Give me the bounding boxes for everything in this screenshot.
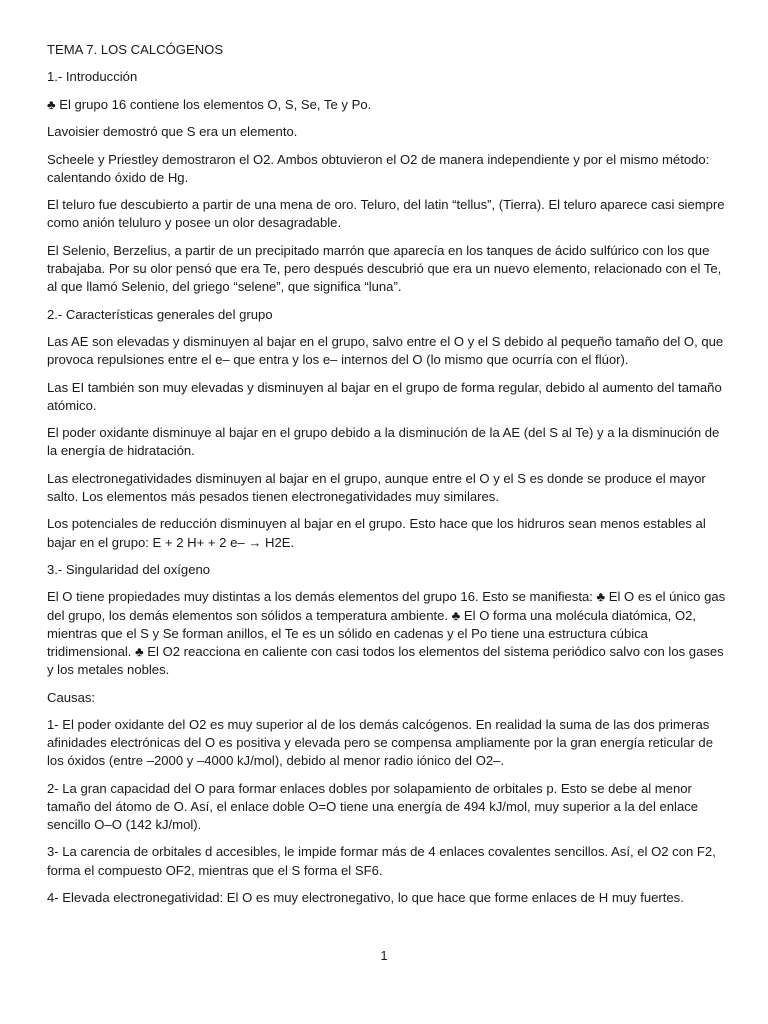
document-page — [47, 41, 727, 916]
causes-label: Causas: — [47, 689, 96, 705]
paragraph: ♣ El grupo 16 contiene los elementos O, S, Se, Te y Po. — [47, 96, 372, 112]
paragraph: Lavoisier demostró que S era un elemento. — [47, 124, 298, 140]
paragraph: El teluro fue descubierto a partir de una mena de oro. Teluro, del latin “tellus”, (Tierra). El teluro aparece casi siempre como anión teluluro y posee un olor desagradable. — [47, 197, 725, 231]
paragraph: Las electronegatividades disminuyen al bajar en el grupo, aunque entre el O y el S es donde se produce el mayor salto. Los elementos más pesados tienen electronegatividades muy similares. — [47, 470, 706, 504]
paragraph: Scheele y Priestley demostraron el O2. Ambos obtuvieron el O2 de manera independiente y por el mismo método: calentando óxido de Hg. — [47, 151, 710, 185]
section-heading-general-characteristics: 2.- Características generales del grupo — [47, 306, 273, 322]
cause-item: 1- El poder oxidante del O2 es muy superior al de los demás calcógenos. En realidad la suma de las dos primeras afinidades electrónicas del O es positiva y elevada pero se compensa ampliamente por la gran energía reticular de los óxidos (entre –2000 y –4000 kJ/mol), debido al menor radio iónico del O2–. — [47, 716, 713, 769]
paragraph: Las AE son elevadas y disminuyen al bajar en el grupo, salvo entre el O y el S debido al pequeño tamaño del O, que provoca repulsiones entre el e– que entra y los e– internos del O (lo mismo que ocurría con el flúor). — [47, 333, 724, 368]
cause-item: 3- La carencia de orbitales d accesibles, le impide formar más de 4 enlaces covalentes sencillos. Así, el O2 con F2, forma el compuesto OF2, mientras que el S forma el SF6. — [47, 844, 716, 878]
cause-item: 2- La gran capacidad del O para formar enlaces dobles por solapamiento de orbitales p. Esto se debe al menor tamaño del átomo de O. Así, el enlace doble O=O tiene una energía de 494 kJ/mol, muy superior a la del enlace sencillo O–O (142 kJ/mol). — [47, 780, 699, 833]
cause-item: 4- Elevada electronegatividad: El O es muy electronegativo, lo que hace que forme enlaces de H muy fuertes. — [47, 890, 684, 906]
page-number: 1 — [380, 948, 388, 963]
document-title: TEMA 7. LOS CALCÓGENOS — [47, 42, 224, 57]
paragraph: El O tiene propiedades muy distintas a los demás elementos del grupo 16. Esto se manifiesta: ♣ El O es el único gas del grupo, los demás elementos son sólidos a temperatura ambiente. ♣ El O forma una molécula diatómica, O2, mientras que el S y Se forman anillos, el Te es un sólido en cadenas y el Po tiene una estructura cúbica tridimensional. ♣ El O2 reacciona en caliente con casi todos los elementos del sistema periódico salvo con los gases y los metales nobles. — [47, 589, 726, 678]
section-heading-introduction: 1.- Introducción — [47, 69, 138, 85]
paragraph: El Selenio, Berzelius, a partir de un precipitado marrón que aparecía en los tanques de ácido sulfúrico con los que trabajaba. Por su olor pensó que era Te, pero después descubrió que era un nuevo elemento, relacionado con el Te, al que llamó Selenio, del griego “selene”, que significa “luna”. — [47, 242, 722, 295]
paragraph: El poder oxidante disminuye al bajar en el grupo debido a la disminución de la AE (del S al Te) y a la disminución de la energía de hidratación. — [47, 425, 720, 459]
paragraph: Los potenciales de reducción disminuyen al bajar en el grupo. Esto hace que los hidruros sean menos estables al bajar en el grupo: E + 2 H+ + 2 e– → H2E. — [47, 516, 706, 550]
paragraph: Las EI también son muy elevadas y disminuyen al bajar en el grupo de forma regular, debido al aumento del tamaño atómico. — [47, 379, 722, 413]
section-heading-oxygen-singularity: 3.- Singularidad del oxígeno — [47, 561, 211, 577]
